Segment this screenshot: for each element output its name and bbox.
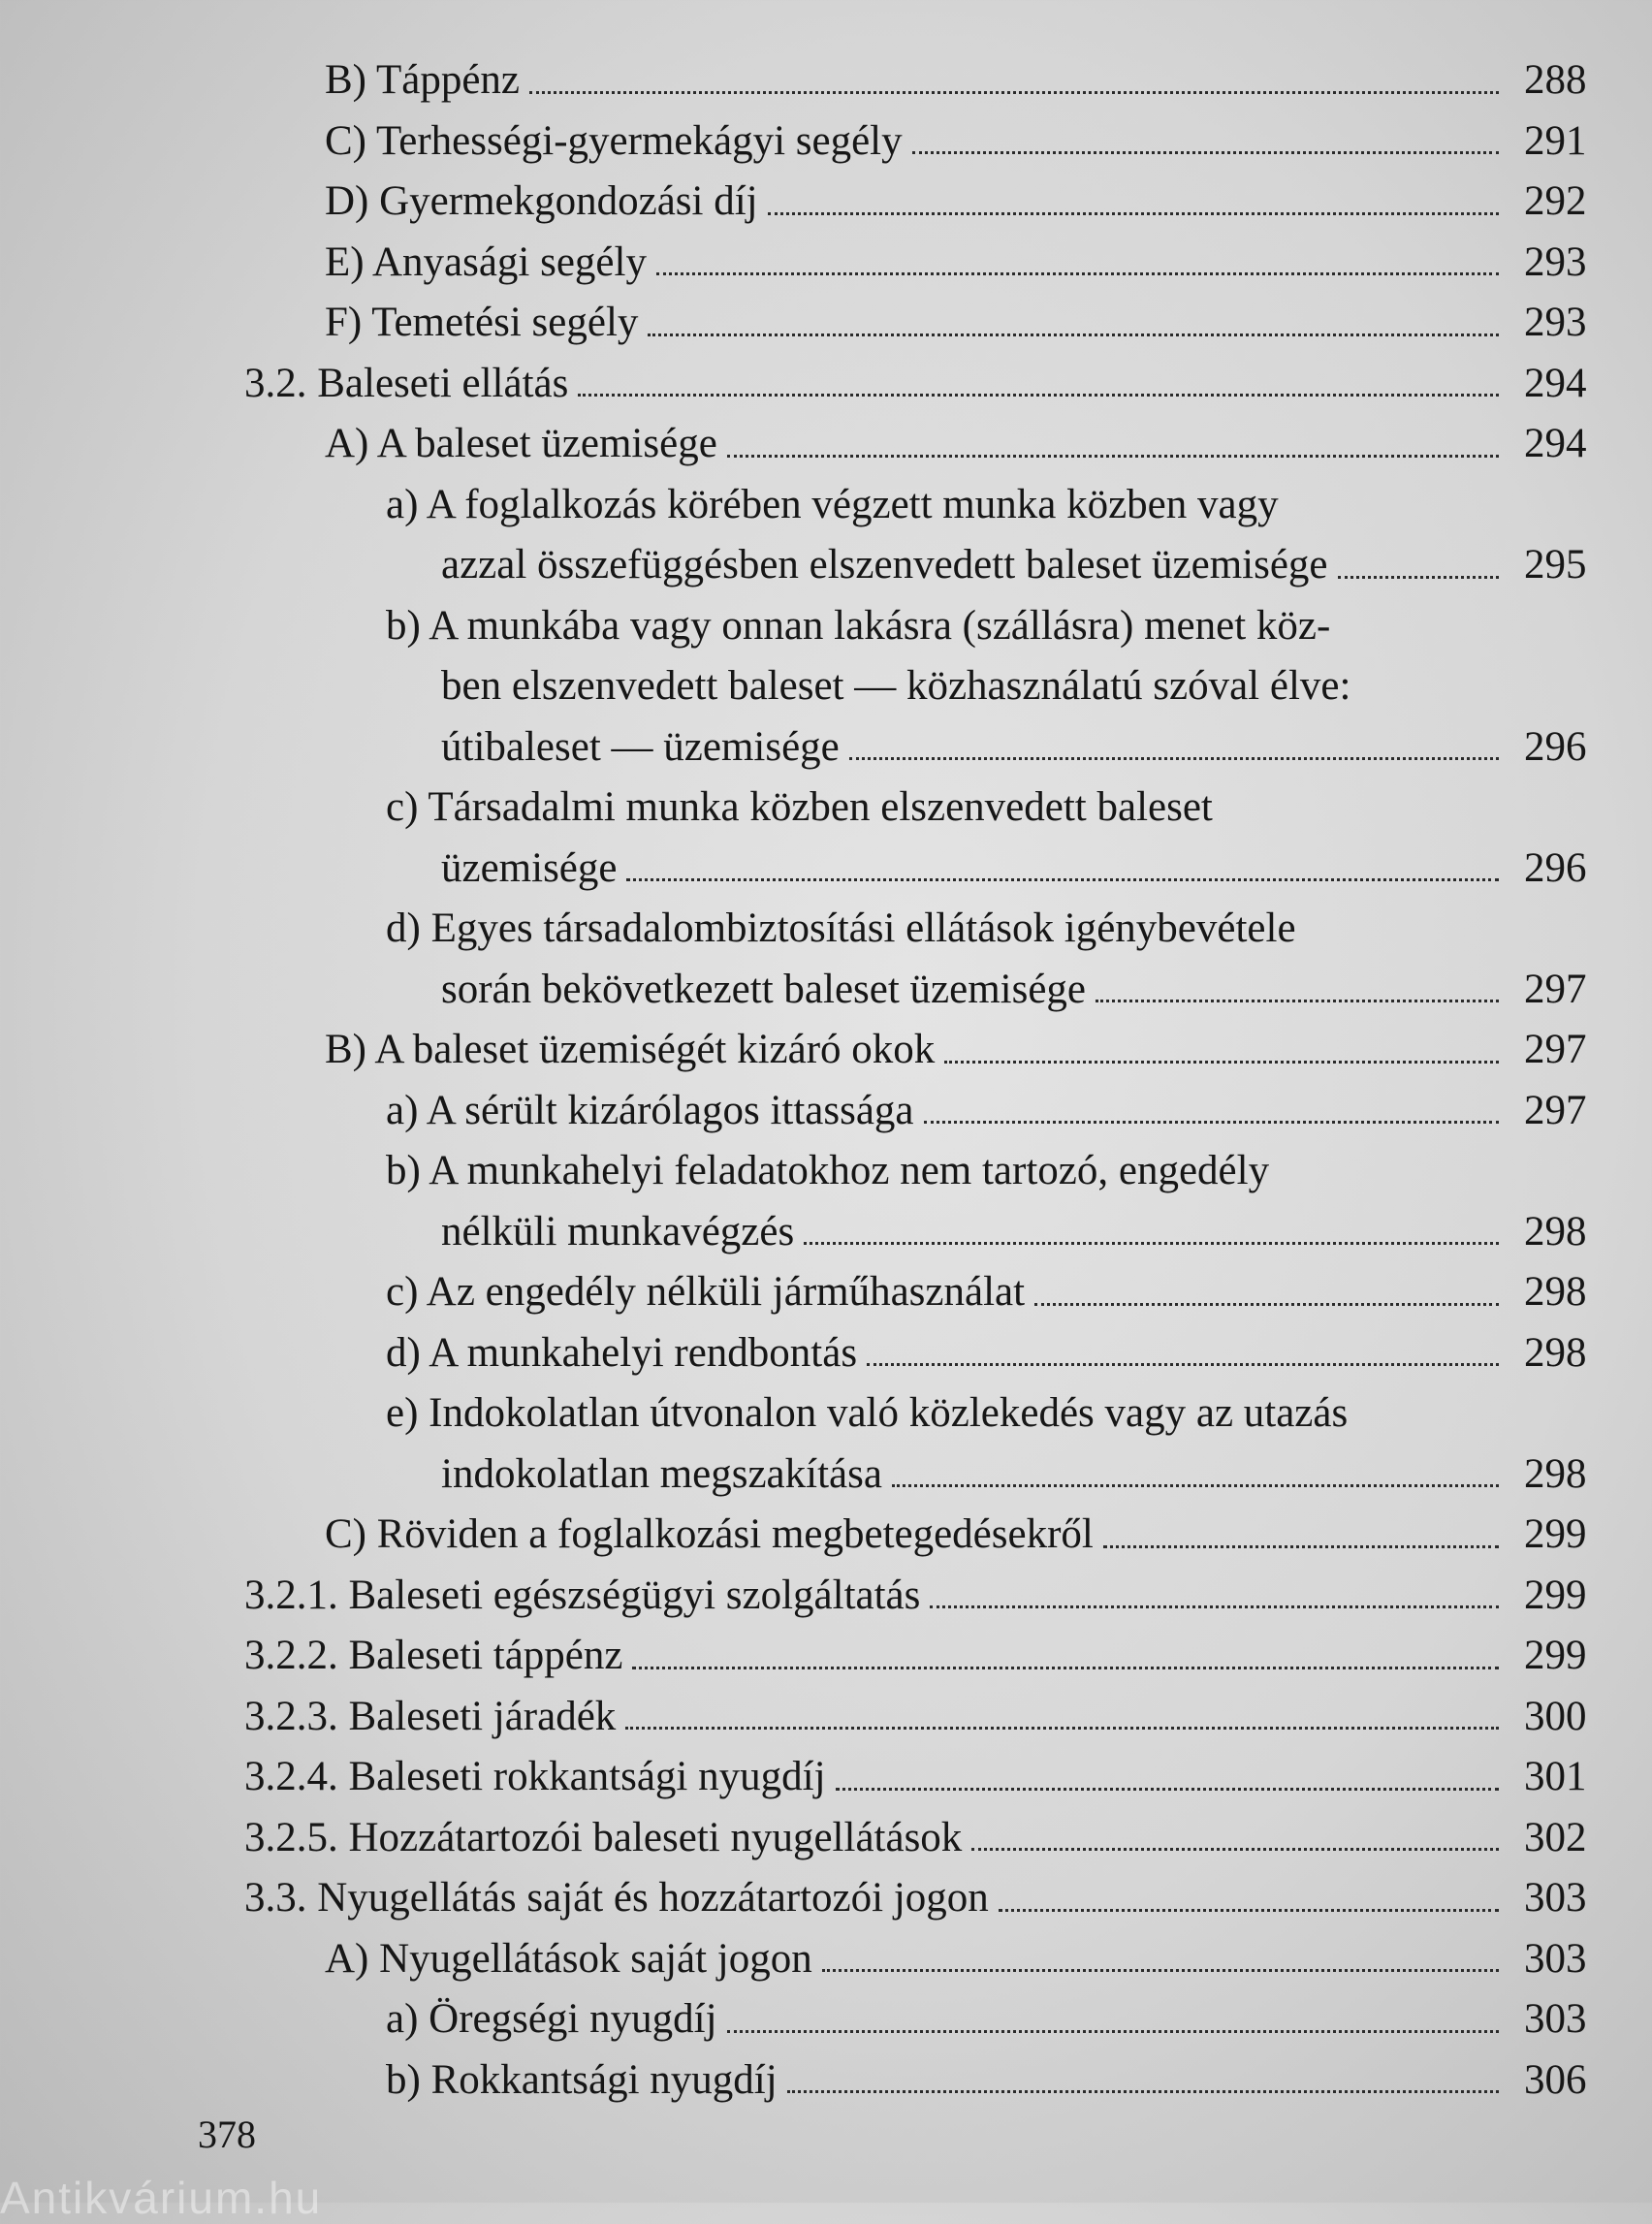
dot-leader xyxy=(892,1445,1499,1488)
toc-entry-leader xyxy=(441,1202,1507,1263)
toc-entry-page: 297 xyxy=(1524,1027,1587,1072)
toc-entry-title: c) Társadalmi munka közben elszenvedett baleset xyxy=(386,784,1213,830)
toc-entry xyxy=(0,1566,1652,1627)
toc-entry-title: B) Táppénz xyxy=(325,57,520,103)
dot-leader xyxy=(529,50,1499,94)
dot-leader xyxy=(999,1868,1499,1912)
toc-entry-title: C) Röviden a foglalkozási megbetegedésekről xyxy=(325,1511,1094,1557)
toc-entry-title: b) Rokkantsági nyugdíj xyxy=(386,2056,778,2103)
toc-entry-leader xyxy=(386,1262,1507,1323)
toc-entry-page: 298 xyxy=(1524,1208,1587,1255)
toc-entry-title: D) Gyermekgondozási díj xyxy=(325,178,758,224)
toc-entry xyxy=(0,1202,1652,1263)
toc-entry-leader xyxy=(244,354,1507,415)
dot-leader xyxy=(867,1323,1499,1367)
dot-leader xyxy=(912,111,1499,155)
toc-entry-leader xyxy=(325,111,1507,173)
dot-leader xyxy=(944,1020,1499,1064)
toc-entry xyxy=(0,1323,1652,1384)
dot-leader xyxy=(632,1626,1499,1669)
toc-entry-leader xyxy=(244,1687,1507,1748)
toc-entry-title: ben elszenvedett baleset — közhasználatú szóval élve: xyxy=(441,663,1351,709)
toc-entry xyxy=(0,1747,1652,1808)
toc-entry-title: üzemisége xyxy=(441,844,618,891)
toc-entry-page: 294 xyxy=(1524,421,1587,466)
toc-entry-page: 292 xyxy=(1524,178,1587,224)
toc-entry-title: 3.2.3. Baleseti járadék xyxy=(244,1693,617,1739)
toc-entry-leader xyxy=(244,1626,1507,1687)
toc-entry-title: e) Indokolatlan útvonalon való közlekedés vagy az utazás xyxy=(386,1390,1349,1436)
toc-entry-title: C) Terhességi-gyermekágyi segély xyxy=(325,117,903,164)
toc-entry xyxy=(0,1262,1652,1323)
toc-entry-title: 3.2.1. Baleseti egészségügyi szolgáltatás xyxy=(244,1572,921,1618)
toc-entry xyxy=(0,778,1652,839)
toc-entry-leader xyxy=(441,717,1507,778)
watermark: Antikvárium.hu xyxy=(0,2173,323,2223)
dot-leader xyxy=(578,354,1499,397)
toc-entry xyxy=(0,233,1652,294)
toc-entry-leader xyxy=(441,839,1507,900)
toc-entry xyxy=(0,50,1652,111)
toc-entry xyxy=(0,172,1652,233)
toc-entry-title: 3.2.4. Baleseti rokkantsági nyugdíj xyxy=(244,1754,826,1799)
toc-entry xyxy=(0,1020,1652,1081)
toc-entry xyxy=(0,1141,1652,1202)
toc-entry xyxy=(0,717,1652,778)
toc-entry-page: 298 xyxy=(1524,1450,1587,1497)
toc-entry-page: 303 xyxy=(1524,1996,1587,2042)
toc-entry xyxy=(0,1929,1652,1990)
toc-entry xyxy=(0,1626,1652,1687)
dot-leader xyxy=(822,1929,1499,1973)
dot-leader xyxy=(626,839,1499,882)
toc-entry-title: F) Temetési segély xyxy=(325,300,639,345)
dot-leader xyxy=(625,1687,1499,1731)
toc-entry-leader xyxy=(325,50,1507,111)
dot-leader xyxy=(1338,535,1499,579)
dot-leader xyxy=(656,233,1499,276)
toc-entry-leader xyxy=(325,293,1507,354)
toc-entry-title: d) Egyes társadalombiztosítási ellátások igénybevétele xyxy=(386,905,1296,951)
toc-entry-leader xyxy=(325,1929,1507,1990)
toc-entry-title: indokolatlan megszakítása xyxy=(441,1450,882,1497)
toc-entry xyxy=(0,293,1652,354)
toc-entry-title: A) Nyugellátások saját jogon xyxy=(325,1935,812,1982)
toc-entry-leader xyxy=(244,1747,1507,1808)
toc-entry-title: nélküli munkavégzés xyxy=(441,1208,795,1255)
toc-entry-page: 296 xyxy=(1524,723,1587,770)
toc-entry xyxy=(0,1868,1652,1929)
dot-leader xyxy=(787,2050,1499,2094)
toc-entry-leader xyxy=(386,1081,1507,1142)
toc-entry-page: 294 xyxy=(1524,360,1587,406)
toc-entry-leader xyxy=(325,1505,1507,1566)
toc-entry-page: 299 xyxy=(1524,1511,1587,1557)
toc-entry-leader xyxy=(386,1989,1507,2050)
toc-entry-title: 3.2. Baleseti ellátás xyxy=(244,360,569,406)
toc-entry xyxy=(0,1808,1652,1869)
dot-leader xyxy=(1096,960,1499,1003)
toc-entry-title: során bekövetkezett baleset üzemisége xyxy=(441,966,1087,1012)
dot-leader xyxy=(1034,1262,1499,1306)
toc-entry-page: 291 xyxy=(1524,117,1587,164)
dot-leader xyxy=(836,1747,1499,1791)
table-of-contents xyxy=(0,50,1652,2111)
toc-entry-title: a) Öregségi nyugdíj xyxy=(386,1996,717,2042)
dot-leader xyxy=(930,1566,1499,1609)
toc-entry-page: 299 xyxy=(1524,1633,1587,1678)
dot-leader xyxy=(849,717,1499,761)
dot-leader xyxy=(727,1989,1499,2033)
toc-entry-title: 3.2.2. Baleseti táppénz xyxy=(244,1633,623,1678)
toc-entry-title: A) A baleset üzemisége xyxy=(325,421,717,466)
toc-entry xyxy=(0,475,1652,536)
toc-entry-page: 296 xyxy=(1524,844,1587,891)
toc-entry xyxy=(0,1989,1652,2050)
toc-entry-title: d) A munkahelyi rendbontás xyxy=(386,1329,858,1376)
toc-entry-title: a) A sérült kizárólagos ittassága xyxy=(386,1087,914,1133)
toc-entry-page: 302 xyxy=(1524,1814,1587,1860)
toc-entry-leader xyxy=(441,1445,1507,1506)
toc-entry xyxy=(0,2050,1652,2112)
toc-entry xyxy=(0,354,1652,415)
toc-entry xyxy=(0,899,1652,960)
toc-entry-title: azzal összefüggésben elszenvedett baleset üzemisége xyxy=(441,542,1328,588)
toc-entry xyxy=(0,1383,1652,1445)
toc-entry xyxy=(0,960,1652,1021)
toc-entry-leader xyxy=(244,1868,1507,1929)
toc-entry-leader xyxy=(325,1020,1507,1081)
toc-entry-leader xyxy=(386,2050,1507,2112)
dot-leader xyxy=(648,293,1499,336)
toc-entry-leader xyxy=(244,1808,1507,1869)
toc-entry xyxy=(0,839,1652,900)
toc-entry-leader xyxy=(325,233,1507,294)
toc-entry-title: 3.2.5. Hozzátartozói baleseti nyugellátások xyxy=(244,1814,963,1860)
dot-leader xyxy=(971,1808,1499,1852)
toc-entry-title: a) A foglalkozás körében végzett munka közben vagy xyxy=(386,481,1279,527)
dot-leader xyxy=(768,172,1499,215)
toc-entry xyxy=(0,1505,1652,1566)
toc-entry-page: 303 xyxy=(1524,1935,1587,1982)
toc-entry xyxy=(0,596,1652,657)
toc-entry-leader xyxy=(325,414,1507,475)
toc-entry xyxy=(0,1687,1652,1748)
toc-entry xyxy=(0,535,1652,596)
toc-entry-title: E) Anyasági segély xyxy=(325,238,647,285)
toc-entry xyxy=(0,1081,1652,1142)
toc-entry xyxy=(0,414,1652,475)
toc-entry-title: 3.3. Nyugellátás saját és hozzátartozói jogon xyxy=(244,1875,989,1921)
toc-entry-title: B) A baleset üzemiségét kizáró okok xyxy=(325,1027,936,1072)
dot-leader xyxy=(804,1202,1499,1246)
toc-entry-title: b) A munkahelyi feladatokhoz nem tartozó, engedély xyxy=(386,1148,1270,1193)
page-number: 378 xyxy=(198,2113,256,2156)
toc-entry-page: 299 xyxy=(1524,1572,1587,1618)
toc-entry-page: 288 xyxy=(1524,57,1587,103)
toc-entry-page: 298 xyxy=(1524,1269,1587,1315)
toc-entry xyxy=(0,1445,1652,1506)
toc-entry-page: 298 xyxy=(1524,1329,1587,1376)
toc-entry-page: 303 xyxy=(1524,1875,1587,1921)
toc-entry-title: b) A munkába vagy onnan lakásra (szállásra) menet köz- xyxy=(386,602,1331,649)
toc-entry-page: 293 xyxy=(1524,238,1587,285)
dot-leader xyxy=(727,414,1499,458)
toc-entry-page: 300 xyxy=(1524,1693,1587,1739)
toc-entry-leader xyxy=(325,172,1507,233)
dot-leader xyxy=(1103,1505,1499,1548)
toc-entry-leader xyxy=(441,960,1507,1021)
toc-entry xyxy=(0,656,1652,717)
toc-entry-title: útibaleset — üzemisége xyxy=(441,723,840,770)
toc-entry-page: 293 xyxy=(1524,300,1587,345)
toc-entry xyxy=(0,111,1652,173)
toc-entry-page: 301 xyxy=(1524,1754,1587,1799)
toc-entry-page: 295 xyxy=(1524,542,1587,588)
toc-entry-title: c) Az engedély nélküli járműhasználat xyxy=(386,1269,1026,1315)
toc-entry-leader xyxy=(244,1566,1507,1627)
toc-entry-leader xyxy=(441,535,1507,596)
toc-entry-page: 306 xyxy=(1524,2056,1587,2103)
dot-leader xyxy=(924,1081,1499,1125)
toc-entry-page: 297 xyxy=(1524,1087,1587,1133)
toc-entry-page: 297 xyxy=(1524,966,1587,1012)
toc-entry-leader xyxy=(386,1323,1507,1384)
